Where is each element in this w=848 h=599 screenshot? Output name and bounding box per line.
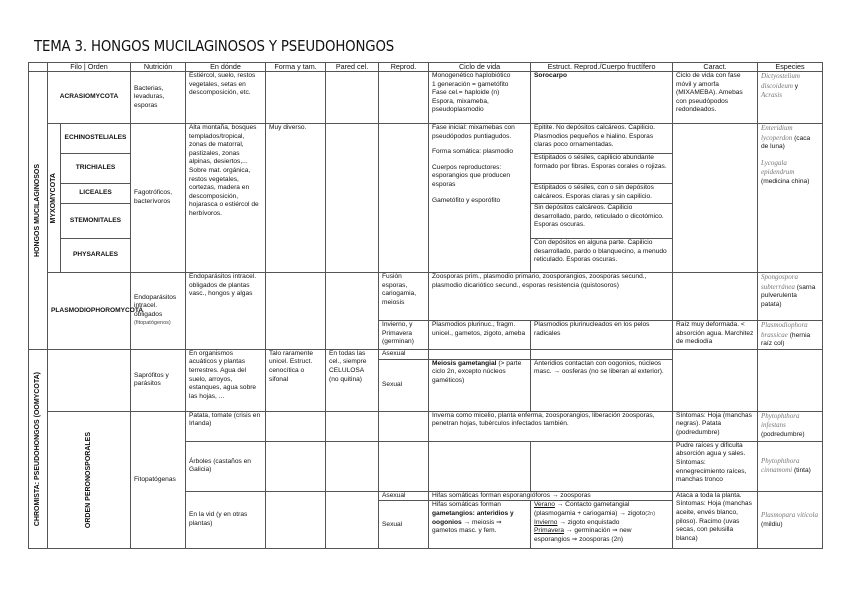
order-liceales: LICEALES bbox=[61, 184, 131, 204]
ciclo-bold: Meiosis gametangial bbox=[432, 359, 497, 367]
estruct-cell bbox=[531, 72, 673, 124]
species-name: Enteridium lycoperdon bbox=[761, 124, 793, 142]
table-row-plasmodiophoromycota bbox=[29, 273, 823, 321]
order-physarales: PHYSARALES bbox=[61, 239, 131, 273]
reprod-cell bbox=[379, 441, 429, 491]
donde-cell: En la vid (y en otras plantas) bbox=[186, 491, 266, 549]
filo-myxomycota bbox=[48, 124, 61, 273]
estruct-cell: Estipitados o sésiles, capilicio abundante formado por fibras. Esporas corales o rojizas. bbox=[531, 154, 673, 184]
ciclo-paragraph: Gametófito y esporófito bbox=[432, 196, 501, 204]
species-name: Plasmopara viticola bbox=[761, 510, 818, 519]
species-join: y bbox=[792, 82, 799, 90]
season-verano: Verano bbox=[534, 501, 555, 509]
season-text: → zigoto enquistado bbox=[557, 518, 620, 526]
filo-oomycota bbox=[48, 349, 131, 411]
season-text: → germinación ⇒ new esporangios ⇒ zoosporas (2n) bbox=[534, 527, 632, 543]
donde-cell: Patata, tomate (crisis en Irlanda) bbox=[186, 411, 266, 441]
header-pared: Pared cel. bbox=[326, 63, 379, 72]
ciclo-cell bbox=[429, 349, 531, 359]
filo-acrasiomycota: ACRASIOMYCOTA bbox=[48, 72, 131, 124]
especies-cell bbox=[758, 411, 823, 441]
reprod-cell bbox=[379, 411, 429, 441]
order-trichiales: TRICHIALES bbox=[61, 154, 131, 184]
caract-cell: Raíz muy deformada. < absorción agua. Marchitez de mediodía bbox=[673, 321, 758, 350]
filo-plasmodiophoromycota: PLASMODIOPHOROMYCOTA bbox=[48, 273, 131, 350]
species-name: Acrasis bbox=[761, 91, 783, 100]
caract-cell: Síntomas: Hoja (manchas negras). Patata (podredumbre) bbox=[673, 411, 758, 441]
forma-cell: Muy diverso. bbox=[266, 124, 326, 273]
species-name: Phytophthora infestans bbox=[761, 411, 800, 430]
header-estruct: Estruct. Reprod./Cuerpo fructífero bbox=[531, 63, 673, 72]
season-primavera: Primavera bbox=[534, 527, 565, 535]
especies-cell bbox=[758, 72, 823, 124]
ciclo-cell: Plasmodios plurinuc., fragm. unicel., gametos, zigoto, ameba bbox=[429, 321, 531, 350]
species-common: (medicina china) bbox=[761, 177, 810, 185]
order-stemonitales: STEMONITALES bbox=[61, 204, 131, 239]
pared-cell bbox=[326, 441, 379, 491]
especies-cell bbox=[758, 273, 823, 321]
pared-cell bbox=[326, 411, 379, 441]
reprod-cell: Fusión esporas, cariogamia, meiosis bbox=[379, 273, 429, 321]
caract-cell: Ataca a toda la planta. Síntomas: Hoja (manchas aceite, envés blanco, piloso). Racimo (uvas secas, con pelusilla blanca) bbox=[673, 491, 758, 549]
species-name: Spongospora subterránea bbox=[761, 273, 798, 291]
header-filo: Filo | Orden bbox=[48, 63, 131, 72]
donde-cell: Alta montaña, bosques templados/tropical, zonas de matorral, pastizales, zonas alpinas, desiertos,... Sobre mat. orgánica, restos vegetales, cortezas, madera en descomposición, hojarasca o estiércol de herbívoros. bbox=[186, 124, 266, 273]
donde-cell: Endoparásitos intracel. obligados de plantas vasc., hongos y algas bbox=[186, 273, 266, 350]
estruct-cell bbox=[531, 441, 673, 491]
reprod-cell: Asexual bbox=[379, 349, 429, 359]
forma-cell bbox=[266, 273, 326, 350]
season-text: → Contacto gametangial (plasmogamia + cariogamia) → zigoto bbox=[534, 501, 646, 517]
order-label: ORDEN PERONOSPORALES bbox=[84, 432, 92, 529]
page-title: TEMA 3. HONGOS MUCILAGINOSOS Y PSEUDOHONGOS bbox=[34, 37, 395, 55]
ciclo-cell bbox=[429, 441, 531, 491]
species-common: (hernia raíz col) bbox=[761, 331, 811, 348]
donde-cell: Árboles (castaños en Galicia) bbox=[186, 441, 266, 491]
header-reprod: Reprod. bbox=[379, 63, 429, 72]
donde-cell: En organismos acuáticos y plantas terrestres. Agua del suelo, arroyos, estanques, agua sobre las hojas, ... bbox=[186, 349, 266, 411]
ciclo-line: Fase cel.= haploide (n) bbox=[432, 89, 500, 97]
order-echinosteliales: ECHINOSTELIALES bbox=[61, 124, 131, 154]
species-name: Phytophthora cinnamomi bbox=[761, 456, 800, 475]
table-row-acrasiomycota bbox=[29, 72, 823, 124]
estruct-cell bbox=[531, 501, 673, 549]
caract-cell bbox=[673, 124, 758, 273]
ciclo-text: Hifas somáticas forman bbox=[432, 501, 501, 509]
header-forma: Forma y tam. bbox=[266, 63, 326, 72]
estruct-cell: Con depósitos en alguna parte. Capilicio desarrollado, pardo o blanquecino, a menudo reticulado. Esporas oscuras. bbox=[531, 239, 673, 273]
ciclo-cell bbox=[429, 72, 531, 124]
forma-cell bbox=[266, 441, 326, 491]
caract-cell bbox=[673, 349, 758, 411]
species-common: (sarna pulverulenta patata) bbox=[761, 283, 816, 308]
ciclo-cell bbox=[429, 501, 531, 549]
ciclo-line: Monogenético haplobiótico bbox=[432, 72, 511, 79]
order-peronosporales bbox=[48, 411, 131, 549]
ciclo-line: Espora, mixameba, pseudoplasmodio bbox=[432, 97, 489, 114]
reprod-cell bbox=[379, 124, 429, 273]
nutricion-cell: Bacterias, levaduras, esporas bbox=[131, 72, 186, 124]
reprod-cell: Sexual bbox=[379, 359, 429, 411]
ciclo-paragraph: Fase inicial: mixamebas con pseudópodos puntiagudos. bbox=[432, 124, 515, 140]
especies-cell bbox=[758, 349, 823, 411]
estruct-cell bbox=[531, 349, 673, 359]
ciclo-cell: Hifas somáticas forman esporangióforos → zoosporas bbox=[429, 491, 673, 501]
forma-cell bbox=[266, 72, 326, 124]
ciclo-paragraph: Cuerpos reproductores: esporangios que producen esporas bbox=[432, 163, 511, 188]
header-ciclo: Ciclo de vida bbox=[429, 63, 531, 72]
nutricion-cell: Fagotróficos, bacterívoros bbox=[131, 124, 186, 273]
reprod-cell: Sexual bbox=[379, 501, 429, 549]
pared-cell bbox=[326, 124, 379, 273]
estruct-text: Sorocarpo bbox=[534, 72, 567, 79]
reprod-cell bbox=[379, 72, 429, 124]
filo-label: MYXOMYCOTA bbox=[49, 172, 57, 224]
header-row bbox=[29, 63, 823, 72]
ciclo-paragraph: Forma somática: plasmodio bbox=[432, 148, 514, 156]
season-note: (2n) bbox=[645, 510, 656, 517]
especies-cell bbox=[758, 124, 823, 273]
nutricion-cell bbox=[131, 273, 186, 350]
summary-table bbox=[28, 62, 823, 549]
pared-cell bbox=[326, 72, 379, 124]
ciclo-cell: Inverna como micelio, planta enferma, zoosporangios, liberación zoosporas, penetran hojas, tubérculos infectados también. bbox=[429, 411, 673, 441]
ciclo-line: 1 generación = gametófito bbox=[432, 80, 509, 88]
season-invierno: Invierno bbox=[534, 518, 558, 526]
group-chromista bbox=[29, 349, 48, 549]
table-row-oomycota-asexual bbox=[29, 349, 823, 359]
forma-cell bbox=[266, 411, 326, 441]
estruct-cell: Estipitados o sésiles, con o sin depósitos calcáreos. Esporas claras y sin capilicio. bbox=[531, 184, 673, 204]
species-name: Lycogala epidendrum bbox=[761, 158, 795, 177]
reprod-cell: Asexual bbox=[379, 491, 429, 501]
caract-cell: Ciclo de vida con fase móvil y amorfa (MIXAMEBA). Amebas con pseudópodos redondeados. bbox=[673, 72, 758, 124]
header-donde: En dónde bbox=[186, 63, 266, 72]
group-hongos-mucilaginosos bbox=[29, 72, 48, 350]
pared-cell: En todas las cel., siempre CELULOSA (no quitina) bbox=[326, 349, 379, 411]
nutricion-cell: Fitopatógenas bbox=[131, 411, 186, 549]
header-caract: Caract. bbox=[673, 63, 758, 72]
ciclo-cell bbox=[429, 359, 531, 411]
ciclo-cell bbox=[429, 124, 531, 273]
nutricion-text: Endoparásitos intracel. obligados bbox=[134, 293, 177, 318]
forma-cell: Talo raramente unicel. Estruct. cenocítica o sifonal bbox=[266, 349, 326, 411]
ciclo-text: (> parte ciclo 2n, excepto núcleos gaméticos) bbox=[432, 359, 522, 384]
header-nutricion: Nutrición bbox=[131, 63, 186, 72]
reprod-cell: Invierno, y Primavera (germinan) bbox=[379, 321, 429, 350]
donde-cell: Estiércol, suelo, restos vegetales, setas en descomposición, etc. bbox=[186, 72, 266, 124]
group-label: CHROMISTA: PSEUDOHONGOS (OOMYCOTA) bbox=[33, 372, 41, 527]
species-common: (tinta) bbox=[793, 467, 811, 475]
caract-cell: Pudre raíces y dificulta absorción agua y sales. Síntomas: ennegrecimiento raíces, manchas tronco bbox=[673, 441, 758, 491]
ciclo-text: → meiosis ⇒ gametos masc. y fem. bbox=[432, 518, 502, 535]
header-especies: Especies bbox=[758, 63, 823, 72]
nutricion-note: (fitopatógenos) bbox=[134, 320, 171, 327]
pared-cell bbox=[326, 273, 379, 350]
estruct-cell: Epitite. No depósitos calcáreos. Capilicio. Plasmodios pequeños e hialino. Esporas claras poco ornamentadas. bbox=[531, 124, 673, 154]
especies-cell bbox=[758, 441, 823, 491]
pared-cell bbox=[326, 491, 379, 549]
species-common: (podredumbre) bbox=[761, 430, 805, 438]
nutricion-cell: Saprófitos y parásitos bbox=[131, 349, 186, 411]
species-common: (mildiu) bbox=[761, 520, 783, 528]
caract-cell bbox=[673, 273, 758, 321]
ciclo-bold: gametangios: anteridios y oogonios bbox=[432, 509, 514, 526]
especies-cell bbox=[758, 491, 823, 549]
table-row-patata bbox=[29, 411, 823, 441]
header-blank bbox=[29, 63, 48, 72]
estruct-cell: Sin depósitos calcáreos. Capilicio desarrollado, pardo, reticulado o dicotómico. Esporas oscuras. bbox=[531, 204, 673, 239]
forma-cell bbox=[266, 491, 326, 549]
group-label: HONGOS MUCILAGINOSOS bbox=[33, 163, 41, 257]
estruct-cell: Anteridios contactan con oogonios, núcleos masc. → oosferas (no se liberan al exterior). bbox=[531, 359, 673, 411]
table-row-echinosteliales bbox=[29, 124, 823, 154]
species-common: (caca de luna) bbox=[761, 134, 811, 151]
ciclo-cell: Zoosporas prim., plasmodio primario, zoosporangios, zoosporas secund., plasmodio dicariótico secund., esporas resistencia (quistosoros) bbox=[429, 273, 673, 321]
species-name: Plasmodiophora brassicae bbox=[761, 321, 808, 339]
estruct-cell: Plasmodios plurinucleados en los pelos radicales bbox=[531, 321, 673, 350]
species-name: Dictyostelium discoideum bbox=[761, 72, 800, 90]
especies-cell bbox=[758, 321, 823, 350]
